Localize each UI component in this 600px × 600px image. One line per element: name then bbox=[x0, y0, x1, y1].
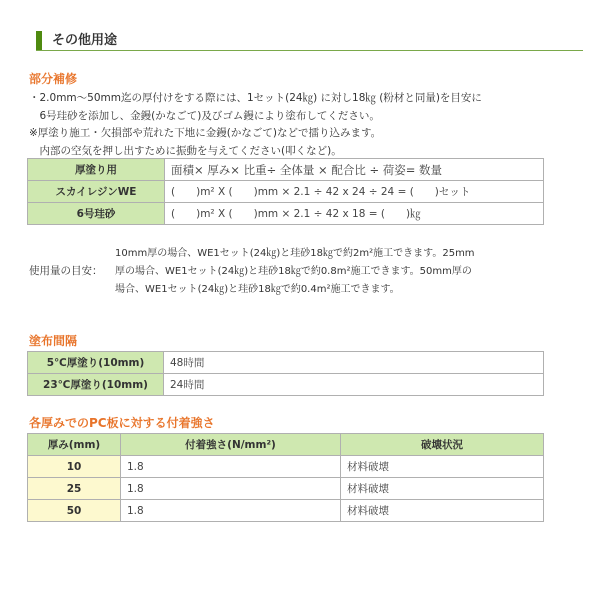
description-line: ・2.0mm～50mm迄の厚付けをする際には、1セット(24㎏) に対し18㎏ (粉材と同量)を目安に bbox=[29, 92, 482, 104]
thickness-cell: 10 bbox=[28, 456, 121, 478]
section-title-partial-repair: 部分補修 bbox=[29, 72, 78, 86]
description-line: 6号珪砂を添加し、金鏝(かなごて)及びゴム鏝により塗布してください。 bbox=[29, 109, 380, 122]
row-value: ( )m² X ( )mm × 2.1 ÷ 42 x 18 = ( )㎏ bbox=[165, 203, 544, 225]
table-header-row bbox=[28, 434, 544, 456]
row-value: 面積× 厚み× 比重÷ 全体量 × 配合比 ÷ 荷姿= 数量 bbox=[165, 159, 544, 181]
row-label: 6号珪砂 bbox=[28, 203, 165, 225]
column-header: 厚み(mm) bbox=[28, 434, 121, 456]
table-row bbox=[28, 181, 544, 203]
calculation-table bbox=[27, 158, 544, 225]
row-value: ( )m² X ( )mm × 2.1 ÷ 42 x 24 ÷ 24 = ( )セット bbox=[165, 181, 544, 203]
failure-cell: 材料破壊 bbox=[341, 478, 544, 500]
adhesion-table bbox=[27, 433, 544, 522]
row-value: 48時間 bbox=[164, 352, 544, 374]
row-label: 厚塗り用 bbox=[28, 159, 165, 181]
description-line: 内部の空気を押し出すために振動を与えてください(叩くなど)。 bbox=[29, 144, 342, 157]
usage-label: 使用量の目安： bbox=[29, 265, 103, 277]
table-row bbox=[28, 478, 544, 500]
partial-repair-description bbox=[29, 90, 482, 160]
thickness-cell: 25 bbox=[28, 478, 121, 500]
row-label: 23℃厚塗り(10mm) bbox=[28, 374, 164, 396]
section-title-adhesion: 各厚みでのPC板に対する付着強さ bbox=[29, 416, 215, 430]
description-line: ※厚塗り施工・欠損部や荒れた下地に金鏝(かなごて)などで擂り込みます。 bbox=[29, 127, 382, 139]
strength-cell: 1.8 bbox=[121, 478, 341, 500]
row-value: 24時間 bbox=[164, 374, 544, 396]
thickness-cell: 50 bbox=[28, 500, 121, 522]
column-header: 付着強さ(N/mm²) bbox=[121, 434, 341, 456]
column-header: 破壊状況 bbox=[341, 434, 544, 456]
heading-underline bbox=[36, 50, 583, 51]
failure-cell: 材料破壊 bbox=[341, 456, 544, 478]
section-title-interval: 塗布間隔 bbox=[29, 334, 78, 348]
row-label: スカイレジンWE bbox=[28, 181, 165, 203]
usage-text: 10mm厚の場合、WE1セット(24㎏)と珪砂18㎏で約2m²施工できます。25mm厚の場合、WE1セット(24㎏)と珪砂18㎏で約0.8m²施工できます。50mm厚の場合、WE1セット(24㎏)と珪砂18㎏で約0.4m²施工できます。 bbox=[115, 248, 475, 295]
strength-cell: 1.8 bbox=[121, 456, 341, 478]
table-row bbox=[28, 352, 544, 374]
row-label: 5℃厚塗り(10mm) bbox=[28, 352, 164, 374]
failure-cell: 材料破壊 bbox=[341, 500, 544, 522]
table-row bbox=[28, 374, 544, 396]
table-row bbox=[28, 159, 544, 181]
table-row bbox=[28, 456, 544, 478]
interval-table bbox=[27, 351, 544, 396]
strength-cell: 1.8 bbox=[121, 500, 341, 522]
table-row bbox=[28, 500, 544, 522]
table-row bbox=[28, 203, 544, 225]
page-title: その他用途 bbox=[52, 33, 118, 48]
heading-accent-bar bbox=[36, 31, 42, 51]
